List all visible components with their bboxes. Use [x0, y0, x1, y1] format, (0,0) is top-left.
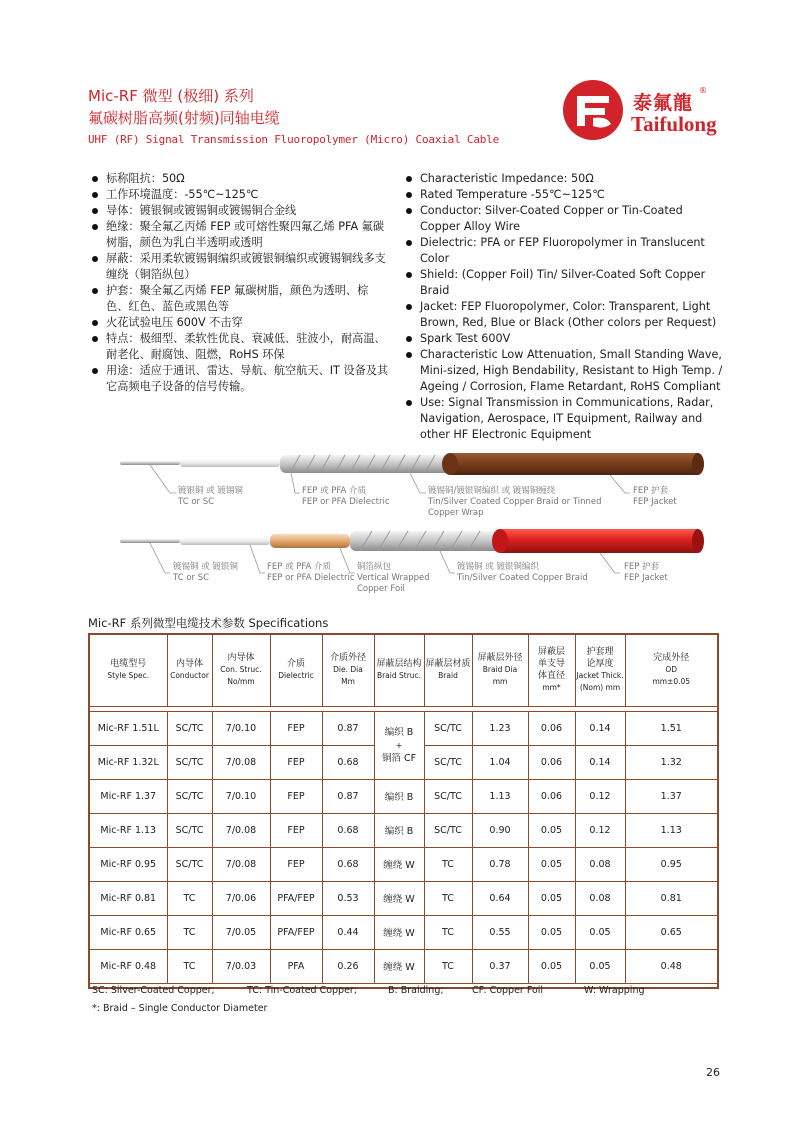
- cell-style: Mic-RF 1.32L: [89, 745, 167, 779]
- label-jacket-top: FEP 护套 FEP Jacket: [633, 486, 677, 507]
- label-jacket-bottom: FEP 护套 FEP Jacket: [624, 562, 668, 583]
- cell: 1.32: [625, 745, 718, 779]
- cell: 1.37: [625, 779, 718, 813]
- features-list-en: [404, 171, 724, 443]
- cell: 0.05: [528, 813, 575, 847]
- th-con-struc: 内导体 Con. Struc. No/mm: [212, 634, 270, 706]
- cell: 0.65: [625, 915, 718, 949]
- cell: 7/0.06: [212, 881, 270, 915]
- cell: 0.12: [575, 779, 625, 813]
- label-braid-bottom: 镀锡铜 或 镀银铜编织 Tin/Silver Coated Copper Braid: [457, 562, 588, 583]
- cell-style: Mic-RF 0.48: [89, 949, 167, 983]
- cell: FEP: [270, 745, 322, 779]
- cable-bottom: [120, 529, 704, 553]
- cable-top: [120, 453, 704, 475]
- cell: 1.13: [472, 779, 528, 813]
- cell: TC: [167, 881, 212, 915]
- legend-tc: TC: Tin-Coated Copper;: [247, 985, 358, 996]
- cell: 0.37: [472, 949, 528, 983]
- th-dielectric: 介质 Dielectric: [270, 634, 322, 706]
- cell: 缠绕 W: [374, 915, 424, 949]
- cell: 0.12: [575, 813, 625, 847]
- feature-item: Spark Test 600V: [404, 331, 724, 347]
- feature-item: Jacket: FEP Fluoropolymer, Color: Transparent, Light Brown, Red, Blue or Black (Other colors per Request): [404, 299, 724, 331]
- cell: 0.87: [322, 711, 374, 745]
- th-od: 完成外径 OD mm±0.05: [625, 634, 718, 706]
- cell-braid-struc-merged: 编织 B + 铜箔 CF: [374, 711, 424, 779]
- cell: PFA/FEP: [270, 915, 322, 949]
- table-row: [89, 779, 718, 813]
- cell: 7/0.08: [212, 745, 270, 779]
- th-braid: 屏蔽层材质 Braid: [424, 634, 472, 706]
- feature-item: Characteristic Low Attenuation, Small Standing Wave, Mini-sized, High Bendability, Resistant to High Temp. / Ageing / Corrosion, Flame Retardant, RoHS Compliant: [404, 347, 724, 395]
- cell: PFA: [270, 949, 322, 983]
- cell: 0.05: [528, 949, 575, 983]
- cable-structure-diagram: [110, 445, 720, 605]
- cell: 0.05: [528, 881, 575, 915]
- feature-item: Dielectric: PFA or FEP Fluoropolymer in Translucent Color: [404, 235, 724, 267]
- logo-registered-mark: ®: [699, 86, 707, 95]
- label-conductor-top: 镀银铜 或 镀锡铜 TC or SC: [178, 486, 243, 507]
- legend-b: B: Braiding;: [388, 985, 444, 996]
- feature-item: 火花试验电压 600V 不击穿: [90, 315, 390, 331]
- table-row: [89, 915, 718, 949]
- cell: FEP: [270, 813, 322, 847]
- page-title-en: UHF (RF) Signal Transmission Fluoropolymer (Micro) Coaxial Cable: [88, 133, 500, 146]
- feature-item: 导体：镀银铜或镀锡铜或镀锡铜合金线: [90, 203, 390, 219]
- cell: SC/TC: [167, 847, 212, 881]
- cell: TC: [167, 915, 212, 949]
- cell: 0.68: [322, 813, 374, 847]
- cell: 7/0.10: [212, 711, 270, 745]
- cell: 1.13: [625, 813, 718, 847]
- cell: 0.55: [472, 915, 528, 949]
- feature-item: 护套：聚全氟乙丙烯 FEP 氟碳树脂，颜色为透明、棕色、红色、蓝色或黑色等: [90, 283, 390, 315]
- cell: 0.68: [322, 847, 374, 881]
- cell: 1.51: [625, 711, 718, 745]
- feature-item: 特点：极细型、柔软性优良、衰减低、驻波小，耐高温、耐老化、耐腐蚀、阻燃，RoHS 环保: [90, 331, 390, 363]
- legend-cf: CF: Copper Foil: [472, 985, 544, 996]
- spec-table-title: Mic-RF 系列微型电缆技术参数 Specifications: [88, 616, 329, 630]
- cell: SC/TC: [167, 779, 212, 813]
- cell: 0.05: [528, 847, 575, 881]
- cell: 0.14: [575, 745, 625, 779]
- cell-style: Mic-RF 1.51L: [89, 711, 167, 745]
- spec-table-header: [89, 634, 718, 706]
- cell: SC/TC: [424, 745, 472, 779]
- cell: SC/TC: [167, 711, 212, 745]
- th-braid-dia: 屏蔽层外径 Braid Dia mm: [472, 634, 528, 706]
- cell: 7/0.03: [212, 949, 270, 983]
- feature-item: 绝缘：聚全氟乙丙烯 FEP 或可熔性聚四氟乙烯 PFA 氟碳树脂，颜色为乳白半透明或透明: [90, 219, 390, 251]
- cell: FEP: [270, 779, 322, 813]
- cell: 0.53: [322, 881, 374, 915]
- table-row: [89, 847, 718, 881]
- page-subtitle-cn: 氟碳树脂高频(射频)同轴电缆: [88, 109, 280, 127]
- cell: 编织 B: [374, 779, 424, 813]
- cell: 0.48: [625, 949, 718, 983]
- cell-style: Mic-RF 1.37: [89, 779, 167, 813]
- feature-item: Characteristic Impedance: 50Ω: [404, 171, 724, 187]
- footnote: *: Braid – Single Conductor Diameter: [92, 1003, 268, 1014]
- cell: SC/TC: [167, 813, 212, 847]
- table-row: [89, 813, 718, 847]
- cell: 0.44: [322, 915, 374, 949]
- page-number: 26: [706, 1066, 720, 1079]
- cell: 0.06: [528, 745, 575, 779]
- cell: 0.05: [575, 915, 625, 949]
- th-jacket-thick: 护套理 论厚度 Jacket Thick. (Nom) mm: [575, 634, 625, 706]
- cell: SC/TC: [424, 813, 472, 847]
- cell: TC: [424, 915, 472, 949]
- feature-item: 屏蔽：采用柔软镀锡铜编织或镀银铜编织或镀锡铜线多支缠绕（铜箔纵包）: [90, 251, 390, 283]
- cell: 7/0.10: [212, 779, 270, 813]
- cell: 7/0.08: [212, 813, 270, 847]
- logo-mark-icon: [563, 80, 623, 140]
- label-braid-top: 镀锡铜/镀银铜编织 或 镀锡铜缠绕 Tin/Silver Coated Copper Braid or Tinned Copper Wrap: [428, 486, 602, 518]
- label-dielectric-bottom: FEP 或 PFA 介质 FEP or PFA Dielectric: [267, 562, 355, 583]
- cell: 缠绕 W: [374, 881, 424, 915]
- cell: 0.08: [575, 847, 625, 881]
- logo-name-en: Taifulong: [631, 112, 717, 136]
- legend-sc: SC: Silver-Coated Copper;: [92, 985, 215, 996]
- cell: SC/TC: [167, 745, 212, 779]
- cell: 0.05: [575, 949, 625, 983]
- cell: 0.90: [472, 813, 528, 847]
- feature-item: Shield: (Copper Foil) Tin/ Silver-Coated Soft Copper Braid: [404, 267, 724, 299]
- th-conductor: 内导体 Conductor: [167, 634, 212, 706]
- table-row: [89, 949, 718, 983]
- cell: PFA/FEP: [270, 881, 322, 915]
- page-title-cn: Mic-RF 微型 (极细) 系列: [88, 87, 254, 105]
- cell: TC: [167, 949, 212, 983]
- logo-f-icon: [563, 80, 623, 140]
- cell: 7/0.08: [212, 847, 270, 881]
- cell: FEP: [270, 711, 322, 745]
- feature-item: Use: Signal Transmission in Communications, Radar, Navigation, Aerospace, IT Equipment, Railway and other HF Electronic Equipment: [404, 395, 724, 443]
- feature-item: 工作环境温度：-55℃~125℃: [90, 187, 390, 203]
- feature-item: 标称阻抗：50Ω: [90, 171, 390, 187]
- cell: SC/TC: [424, 779, 472, 813]
- spec-table: [88, 633, 719, 989]
- cell-style: Mic-RF 1.13: [89, 813, 167, 847]
- table-row: [89, 711, 718, 745]
- company-logo: [563, 80, 723, 140]
- cell: 1.23: [472, 711, 528, 745]
- feature-item: Rated Temperature -55℃~125℃: [404, 187, 724, 203]
- table-row: [89, 881, 718, 915]
- cell: 1.04: [472, 745, 528, 779]
- cell: 0.78: [472, 847, 528, 881]
- cell-style: Mic-RF 0.81: [89, 881, 167, 915]
- cell-style: Mic-RF 0.95: [89, 847, 167, 881]
- cell: 0.68: [322, 745, 374, 779]
- cell: FEP: [270, 847, 322, 881]
- cell: 0.81: [625, 881, 718, 915]
- cell: TC: [424, 949, 472, 983]
- cell: 0.08: [575, 881, 625, 915]
- legend-w: W: Wrapping: [584, 985, 645, 996]
- cell: 缠绕 W: [374, 949, 424, 983]
- label-dielectric-top: FEP 或 PFA 介质 FEP or PFA Dielectric: [302, 486, 390, 507]
- cell: 缠绕 W: [374, 847, 424, 881]
- label-conductor-bottom: 镀锡铜 或 镀银铜 TC or SC: [173, 562, 238, 583]
- cell: TC: [424, 881, 472, 915]
- cell: 0.06: [528, 711, 575, 745]
- cell: 0.14: [575, 711, 625, 745]
- label-foil-bottom: 铜箔纵包 Vertical Wrapped Copper Foil: [357, 562, 430, 594]
- feature-item: Conductor: Silver-Coated Copper or Tin-Coated Copper Alloy Wire: [404, 203, 724, 235]
- th-style: 电缆型号 Style Spec.: [89, 634, 167, 706]
- cell: TC: [424, 847, 472, 881]
- cell: 0.95: [625, 847, 718, 881]
- cell: 0.64: [472, 881, 528, 915]
- cell: 0.05: [528, 915, 575, 949]
- logo-name-cn: 泰氟龍: [633, 92, 694, 114]
- th-single-dia: 屏蔽层 单支导 体直径 mm*: [528, 634, 575, 706]
- cell: SC/TC: [424, 711, 472, 745]
- cell: 编织 B: [374, 813, 424, 847]
- cell-style: Mic-RF 0.65: [89, 915, 167, 949]
- features-list-cn: [90, 171, 390, 395]
- th-braid-struc: 屏蔽层结构 Braid Struc.: [374, 634, 424, 706]
- cell: 7/0.05: [212, 915, 270, 949]
- cell: 0.26: [322, 949, 374, 983]
- cell: 0.06: [528, 779, 575, 813]
- feature-item: 用途：适应于通讯、雷达、导航、航空航天、IT 设备及其它高频电子设备的信号传输。: [90, 363, 390, 395]
- cell: 0.87: [322, 779, 374, 813]
- th-die-dia: 介质外径 Die. Dia Mm: [322, 634, 374, 706]
